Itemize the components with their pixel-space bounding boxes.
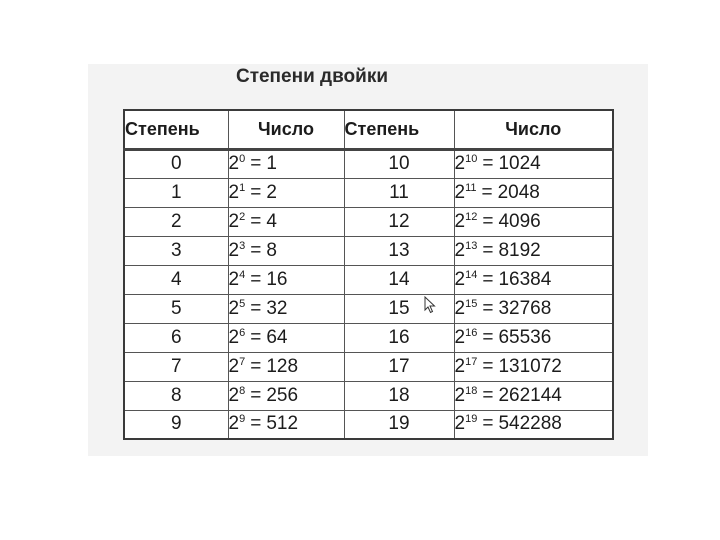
power-cell: 12 — [344, 207, 454, 236]
equals-sign: = — [250, 355, 262, 377]
base-value: 2 — [228, 153, 240, 174]
number-cell — [228, 352, 344, 381]
number-cell — [454, 294, 613, 323]
number-cell — [454, 236, 613, 265]
exponent: 14 — [465, 268, 478, 281]
base-value: 2 — [228, 384, 240, 406]
equals-sign: = — [250, 210, 262, 232]
column-header-power: Степень — [124, 110, 228, 149]
table-row — [124, 294, 613, 323]
power-value: 8192 — [498, 239, 541, 261]
power-cell: 2 — [124, 207, 228, 236]
power-value: 64 — [266, 326, 288, 348]
power-value: 262144 — [498, 384, 562, 406]
exponent: 3 — [239, 239, 246, 252]
exponent: 7 — [239, 355, 246, 368]
exponent: 4 — [239, 268, 246, 281]
power-value: 256 — [266, 384, 299, 406]
exponent: 10 — [465, 153, 478, 165]
number-cell — [454, 410, 613, 439]
exponent: 17 — [465, 355, 478, 368]
equals-sign: = — [250, 413, 262, 435]
base-value: 2 — [454, 355, 466, 377]
power-cell: 1 — [124, 178, 228, 207]
table-row — [124, 381, 613, 410]
number-cell — [228, 265, 344, 294]
exponent: 2 — [239, 210, 246, 223]
exponent: 18 — [465, 384, 478, 397]
base-value: 2 — [454, 326, 466, 348]
equals-sign: = — [250, 268, 262, 290]
exponent: 19 — [465, 413, 478, 426]
table-row — [124, 207, 613, 236]
power-cell: 5 — [124, 294, 228, 323]
power-cell: 0 — [124, 149, 228, 178]
number-cell — [228, 323, 344, 352]
base-value: 2 — [454, 210, 466, 232]
equals-sign: = — [250, 181, 262, 203]
base-value: 2 — [454, 413, 466, 435]
power-value: 16 — [266, 268, 288, 290]
number-cell — [454, 178, 613, 207]
power-value: 2 — [266, 181, 277, 203]
base-value: 2 — [228, 355, 240, 377]
exponent: 13 — [465, 239, 478, 252]
power-cell: 7 — [124, 352, 228, 381]
equals-sign: = — [250, 384, 262, 406]
power-cell: 17 — [344, 352, 454, 381]
power-cell: 4 — [124, 265, 228, 294]
power-value: 32768 — [498, 297, 552, 319]
exponent: 8 — [239, 384, 246, 397]
table-row — [124, 149, 613, 178]
base-value: 2 — [228, 268, 240, 290]
number-cell — [228, 294, 344, 323]
equals-sign: = — [250, 297, 262, 319]
table-header-row — [124, 110, 613, 149]
power-cell: 6 — [124, 323, 228, 352]
column-header-power-2: Степень — [344, 110, 454, 149]
power-value: 2048 — [497, 181, 540, 203]
exponent: 6 — [239, 326, 246, 339]
power-value: 1 — [266, 153, 277, 174]
power-cell: 10 — [344, 149, 454, 178]
power-value: 65536 — [498, 326, 552, 348]
number-cell — [228, 381, 344, 410]
table-row — [124, 265, 613, 294]
power-value: 4 — [266, 210, 277, 232]
power-cell: 11 — [344, 178, 454, 207]
power-cell: 16 — [344, 323, 454, 352]
equals-sign: = — [482, 239, 494, 261]
base-value: 2 — [454, 153, 466, 174]
power-value: 32 — [266, 297, 288, 319]
column-header-number-2: Число — [454, 110, 613, 149]
exponent: 15 — [465, 297, 478, 310]
number-cell — [454, 352, 613, 381]
number-cell — [228, 149, 344, 178]
base-value: 2 — [228, 413, 240, 435]
power-value: 128 — [266, 355, 299, 377]
equals-sign: = — [482, 384, 494, 406]
power-cell: 8 — [124, 381, 228, 410]
number-cell — [454, 323, 613, 352]
power-value: 16384 — [498, 268, 552, 290]
base-value: 2 — [228, 181, 240, 203]
power-value: 131072 — [498, 355, 562, 377]
number-cell — [454, 381, 613, 410]
equals-sign: = — [482, 326, 494, 348]
base-value: 2 — [454, 297, 466, 319]
number-cell — [454, 207, 613, 236]
number-cell — [228, 236, 344, 265]
number-cell — [228, 178, 344, 207]
exponent: 1 — [239, 181, 246, 194]
number-cell — [228, 207, 344, 236]
equals-sign: = — [482, 413, 494, 435]
equals-sign: = — [481, 181, 493, 203]
table-row — [124, 352, 613, 381]
base-value: 2 — [454, 268, 466, 290]
exponent: 9 — [239, 413, 246, 426]
power-cell: 18 — [344, 381, 454, 410]
power-cell: 14 — [344, 265, 454, 294]
power-value: 512 — [266, 413, 299, 435]
power-value: 1024 — [498, 153, 541, 174]
table-row — [124, 178, 613, 207]
power-cell: 13 — [344, 236, 454, 265]
mouse-pointer-icon — [424, 296, 436, 314]
base-value: 2 — [228, 326, 240, 348]
power-value: 542288 — [498, 413, 562, 435]
base-value: 2 — [454, 181, 466, 203]
exponent: 5 — [239, 297, 246, 310]
equals-sign: = — [250, 239, 262, 261]
power-value: 4096 — [498, 210, 541, 232]
table-row — [124, 236, 613, 265]
power-value: 8 — [266, 239, 277, 261]
base-value: 2 — [454, 239, 466, 261]
exponent: 16 — [465, 326, 478, 339]
equals-sign: = — [250, 326, 262, 348]
power-cell: 19 — [344, 410, 454, 439]
page-title: Степени двойки — [235, 66, 389, 87]
exponent: 12 — [465, 210, 478, 223]
equals-sign: = — [250, 153, 262, 174]
power-cell: 9 — [124, 410, 228, 439]
number-cell — [228, 410, 344, 439]
table-row — [124, 410, 613, 439]
number-cell — [454, 265, 613, 294]
base-value: 2 — [228, 297, 240, 319]
exponent: 0 — [239, 153, 246, 165]
exponent: 11 — [465, 181, 477, 194]
number-cell — [454, 149, 613, 178]
table-row — [124, 323, 613, 352]
base-value: 2 — [454, 384, 466, 406]
equals-sign: = — [482, 153, 494, 174]
column-header-number: Число — [228, 110, 344, 149]
equals-sign: = — [482, 268, 494, 290]
base-value: 2 — [228, 239, 240, 261]
powers-of-two-table — [123, 109, 614, 440]
base-value: 2 — [228, 210, 240, 232]
equals-sign: = — [482, 355, 494, 377]
power-cell: 15 — [344, 294, 454, 323]
power-cell: 3 — [124, 236, 228, 265]
equals-sign: = — [482, 210, 494, 232]
equals-sign: = — [482, 297, 494, 319]
